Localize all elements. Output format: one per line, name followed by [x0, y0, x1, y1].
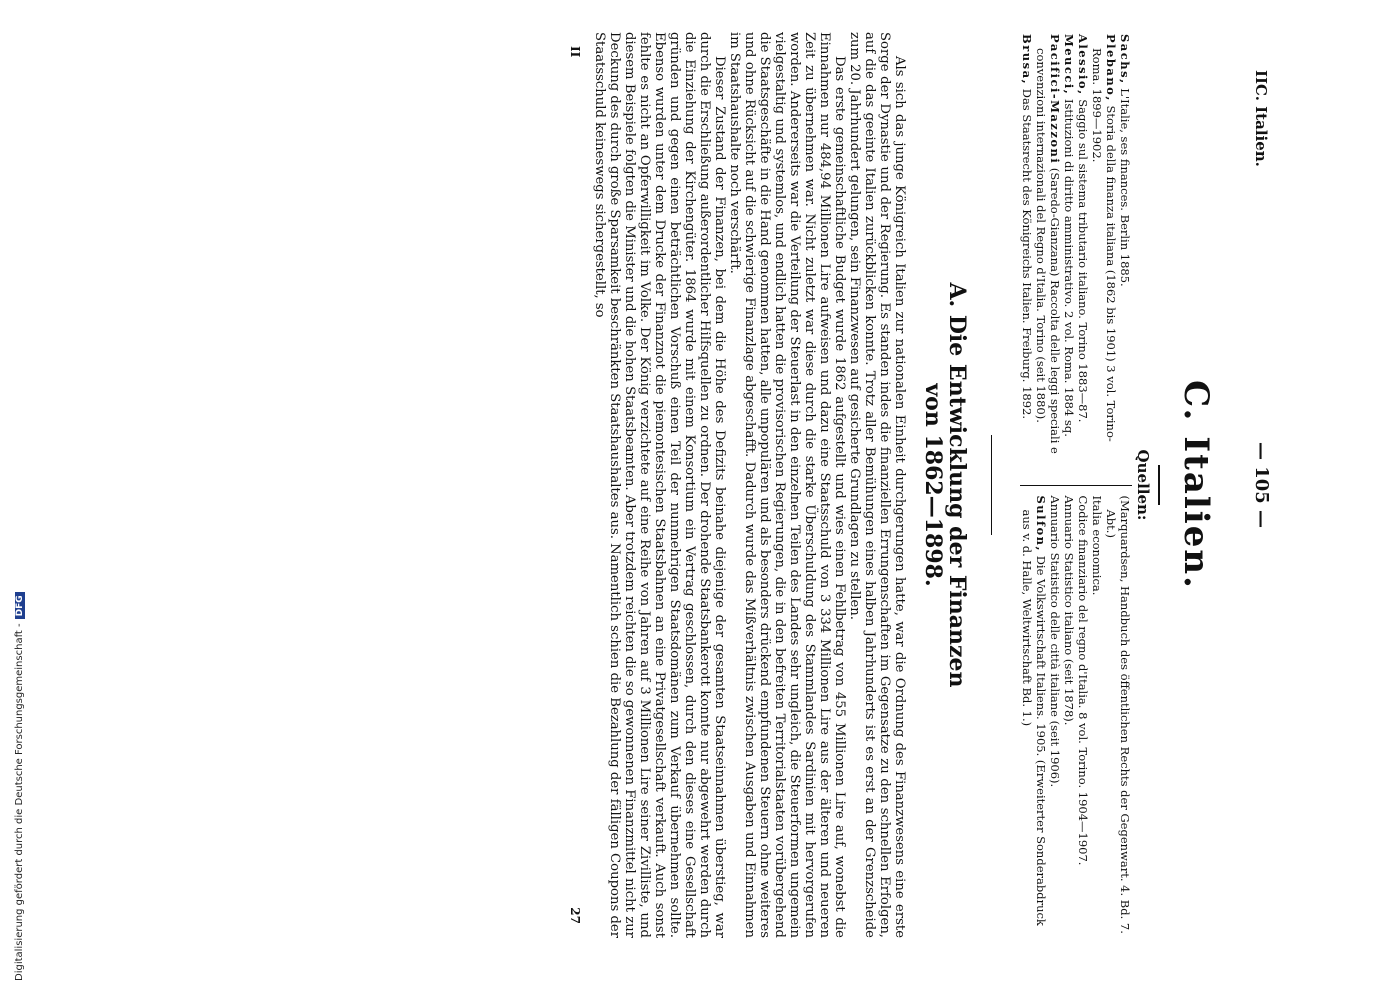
source-entry	[1062, 34, 1076, 475]
source-author: Alessio,	[1076, 34, 1090, 96]
sources-heading: Quellen:	[1134, 449, 1152, 521]
digitization-notice-text: Digitalisierung gefördert durch die Deutsche Forschungsgemeinschaft -	[14, 623, 25, 981]
body-paragraph: Das erste gemeinschaftliche Budget wurde 1862 aufgestellt und wies einen Fehlbetrag von 455 Millionen Lire auf, wonebst die Einnahmen nur 484,94 Millionen Lire aufweisen und dazu eine Staatsschuld von 3 334 Millionen Lire aus der älteren und neueren Zeit zu übernehmen war. Nicht zuletzt war diese durch die starke Überschuldung des Stammlandes Sardinien mit hervorgerufen worden. Andererseits war die Verteilung der Steuerlast in den einzelnen Teilen des Landes sehr ungleich, die Steuerformen ungemein vielgestaltig und systemlos, und endlich hatten die provisorischen Regierungen, die in den befreiten Territorialstaaten vorübergehend die Staatsgeschäfte in die Hand genommen hatten, alle unpopulären und als besonders drückend empfundenen Steuern ohne weiteres und ohne Rücksicht auf die schwierige Finanzlage abgeschafft. Dadurch wurde das Mißverhältnis zwischen Ausgaben und Einnahmen im Staatshaushalte noch verschärft.	[727, 32, 847, 938]
source-text: Saggio sul sistema tributario italiano. Torino 1883—87.	[1076, 99, 1090, 423]
source-entry	[1048, 496, 1062, 937]
source-text: Codice finanziario del regno d'Italia. 8 vol. Torino. 1904—1907.	[1076, 495, 1090, 866]
signature-mark: II	[568, 46, 582, 58]
source-author: Sachs,	[1118, 34, 1132, 85]
body-paragraph: Dieser Zustand der Finanzen, bei dem die Höhe des Defizits beinahe diejenige der gesamten Staatseinnahmen überstieg, war durch die Erschließung außerordentlicher Hilfsquellen zu ordnen. Der drohende Staatsbankerott konnte nur abgewehrt werden durch die Einziehung der Kirchengüter. 1864 wurde mit einem Konsortium ein Vertrag geschlossen, durch den dieses eine Gesellschaft gründen und gegen einen beträchtlichen Vorschuß einen Teil der nunmehrigen Staatsdomänen zum Verkauf übernehmen sollte. Ebenso wurden unter dem Drucke der Finanznot die piemontesischen Staatsbahnen an eine Privatgesellschaft verkauft. Auch sonst fehlte es nicht an Opferwilligkeit im Volke. Der König verzichtete auf eine Reihe von Jahren auf 3 Millionen Lire seiner Zivilliste, und diesem Beispiele folgten die Minister und die hohen Staatsbeamten. Aber trotzdem reichten die so gewonnenen Finanzmittel nicht zur Deckung des durch große Sparsamkeit beschränkten Staatshaushaltes aus. Namentlich schien die Bezahlung der fälligen Coupons der Staatsschuld keineswegs sichergestellt, so	[592, 32, 727, 938]
source-text: Istituzioni di diritto amministrativo. 2 vol. Roma. 1884 sq.	[1062, 98, 1076, 437]
running-header	[1246, 24, 1272, 946]
sheet-number: 27	[568, 907, 582, 924]
source-entry	[1118, 34, 1132, 475]
source-text: Italia economica.	[1090, 495, 1104, 596]
source-entry	[1090, 34, 1118, 475]
source-entry	[1020, 34, 1034, 475]
source-author: Pacifici-Mazzoni	[1048, 34, 1062, 165]
source-entry	[1076, 34, 1090, 475]
source-text: Storia della finanza italiana (1862 bis 1901) 3 vol. Torino-Roma. 1899—1902.	[1090, 48, 1118, 442]
source-text: Annuario Statistico italiano (seit 1878).	[1062, 495, 1076, 726]
source-text: Annuario Statistico delle città italiane (seit 1906).	[1048, 495, 1062, 788]
subsection-title-line2: von 1862—1898.	[920, 383, 946, 587]
body-paragraph: Als sich das junge Königreich Italien zur nationalen Einheit durchgerungen hatte, war die Ordnung des Finanzwesens eine erste Sorge der Dynastie und der Regierung. Es standen indes die finanziellen Errungenschaften im Gegensatze zu den schnellen Erfolgen, auf die das geeinte Italien zurückblicken konnte. Trotz aller Bemühungen eines halben Jahrhunderts ist es erst an der Grenzscheide zum 20. Jahrhundert gelungen, sein Finanzwesen auf gesicherte Grundlagen zu stellen.	[847, 32, 907, 938]
subsection-title-line1: A. Die Entwicklung der Finanzen	[944, 282, 970, 688]
page-number: — 105 —	[1251, 441, 1272, 529]
sources-left-column	[1020, 24, 1132, 485]
source-text: Die Volkswirtschaft Italiens. 1905. (Erweiterter Sonderabdruck aus v. d. Halle, Weltwirtschaft Bd. 1.)	[1020, 509, 1048, 926]
body-text	[592, 24, 907, 946]
source-entry	[1020, 496, 1048, 937]
source-author: Plebano,	[1104, 34, 1118, 102]
source-author: Sulfon,	[1034, 495, 1048, 553]
section-divider	[991, 435, 992, 535]
subsection-title	[921, 24, 969, 946]
title-rule	[1158, 465, 1160, 505]
section-title: C. Italien.	[1176, 380, 1216, 590]
source-text: Das Staatsrecht des Königreichs Italien. Freiburg. 1892.	[1020, 88, 1034, 420]
source-author: Brusa,	[1020, 34, 1034, 86]
source-text: L'Italie, ses finances. Berlin 1885.	[1118, 88, 1132, 287]
page-footer	[562, 24, 582, 946]
dfg-logo: DFG	[15, 592, 25, 619]
source-entry	[1034, 34, 1062, 475]
source-entry	[1104, 496, 1132, 937]
sources-right-column	[1020, 485, 1132, 947]
source-author: Meucci,	[1062, 34, 1076, 96]
digitization-notice	[0, 0, 25, 1000]
source-entry	[1062, 496, 1076, 937]
source-text: (Saredo-Gianzana) Raccolta delle leggi speciali e convenzioni internazionali del Regno d'Italia. Torino (seit 1880).	[1034, 48, 1062, 454]
running-header-section: IIC. Italien.	[1252, 70, 1270, 167]
source-entry	[1076, 496, 1090, 937]
sources-list	[1020, 24, 1132, 946]
source-text: (Marquardsen, Handbuch des öffentlichen Rechts der Gegenwart. 4. Bd. 7. Abt.)	[1104, 495, 1132, 934]
source-entry	[1090, 496, 1104, 937]
scanned-page	[140, 0, 1290, 960]
